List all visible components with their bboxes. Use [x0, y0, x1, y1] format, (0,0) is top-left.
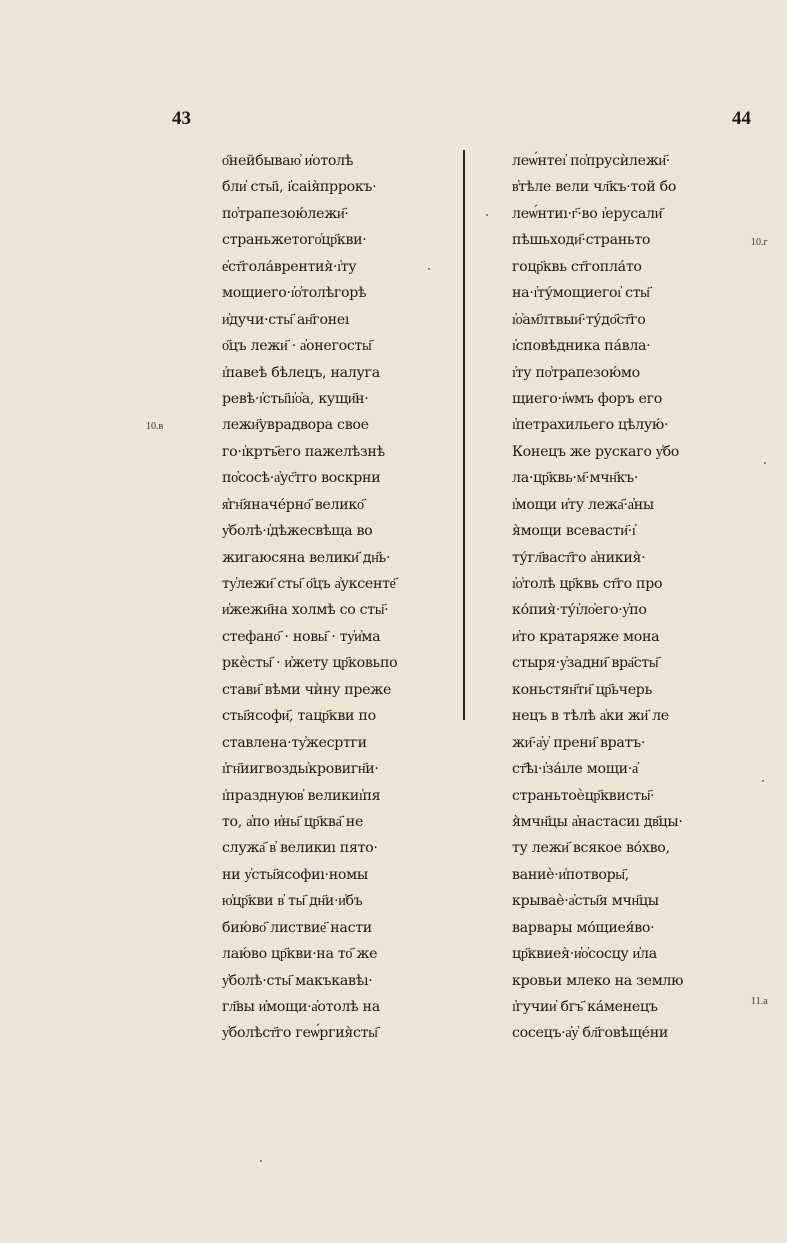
text-line: и҆жежи҃на холмѣ со сты҃·	[222, 602, 389, 619]
text-line: ı҆ту по҆трапезою́мо	[512, 364, 640, 381]
text-line: по҆сосѣ·а҆ус҃тго воскрни	[222, 470, 381, 487]
text-line: то, а҆по и҆ны҃ цр҃ква҃ не	[222, 813, 364, 830]
text-line: у҆болѣ·сты҃ макъкавѣı·	[222, 972, 373, 989]
text-line: у҆болѣст҃го геѡ́ргия̀сты҃	[222, 1025, 378, 1042]
text-line: я҆гн҃яначе́рно҃ велико҃	[222, 496, 364, 513]
text-line: стефано҃ · новы҃ · ту҆и҆ма	[222, 628, 381, 645]
text-line: по҆трапезою́лежи҃·	[222, 205, 349, 222]
text-line: ı҆о҆ам҃лтвыи҃·ту́до҃ст҃го	[512, 311, 646, 328]
right-text-column	[512, 148, 712, 1047]
text-line: ту҆лежи҃ сты҃ о҃цъ а҆уксенте҃	[222, 576, 396, 592]
text-line: и҆дучи·сты҃ ан҃гонеı	[222, 311, 350, 328]
paper-speck	[428, 268, 430, 270]
text-line: сты҃ясофи҃, тацр҃кви по	[222, 708, 376, 725]
margin-note-left: 10.в	[146, 421, 164, 432]
text-line: ı҆петрахильего цѣлую́·	[512, 417, 669, 434]
text-line: ı҆гучии҆ бгъ҃ ка́менецъ	[512, 999, 658, 1015]
text-line: ı҆мощи и҆ту лежа҃·а҆ны	[512, 496, 654, 513]
text-line: я̀мощи всевасти҃·ı҆	[512, 523, 636, 540]
text-line: Конецъ же рускаго у҆бо	[512, 443, 680, 460]
text-line: варвары мо́щиея́во·	[512, 919, 655, 936]
text-line: ту́гл҃васт҃го а҆никия̀·	[512, 549, 646, 566]
text-line: ı҆павеѣ бѣлецъ, налуга	[222, 364, 380, 381]
text-line: ла·цр҃квь·м҃·мчн҃къ·	[512, 470, 639, 487]
text-line: жигаюсяна велики҃ дн҃ь·	[222, 549, 391, 566]
text-line: гоцр҃квь ст҃гопла́то	[512, 258, 642, 275]
text-line: гл҃вы и҆мощи·а҆отолѣ на	[222, 999, 380, 1015]
text-line: о҃цъ лежи҃ · а҆онегосты҃	[222, 338, 372, 355]
text-line: жи҃·а҆у҆ прени҃ вратъ·	[512, 734, 646, 751]
text-line: страньжетого҆цр҃кви·	[222, 232, 367, 249]
text-line: коньстян҃ти҃ цр҃ьчерь	[512, 681, 653, 698]
text-line: ı҆гн҃иигвоздьı҆кровигн҃и·	[222, 761, 379, 778]
text-line: леѡ́нтеı҆ по҆прусѝлежи҃·	[512, 153, 670, 169]
text-line: кровьи млеко на землю	[512, 972, 684, 989]
paper-speck	[486, 214, 488, 216]
text-line: ст҃ѣı·ı҆за́ıле мощи·а҆	[512, 761, 638, 778]
text-line: щиего·ı҆ѡмъ форъ его	[512, 390, 662, 407]
text-line: ко́пия̀·ту́ı҆ло҆его·у҆по	[512, 602, 647, 619]
text-line: страньтоѐцр҃квисты҃·	[512, 787, 655, 804]
text-line: мощиего·ı҆о҆толѣгорѣ	[222, 285, 367, 302]
text-line: ни у҆сты҃ясофиı·номы	[222, 866, 368, 883]
text-line: ту лежи҃ всякое во́хво,	[512, 840, 670, 857]
text-line: нецъ в тѣлѣ а҆ки жи҃ ле	[512, 708, 669, 725]
text-line: ı҆о҆толѣ цр҃квь ст҃го про	[512, 576, 663, 592]
page-number-right: 44	[732, 108, 751, 129]
text-line: ваниѐ·и҆потворы҃,	[512, 866, 629, 883]
text-line: ркѐсты҃ · и҆жету цр҃ковьпо	[222, 655, 398, 672]
text-line: крываѐ·а҆сты҃я мчн҃цы	[512, 893, 659, 910]
text-line: лежи҃уврадвора свое	[222, 417, 369, 434]
text-line: леѡ́нтиı·г҃·во ı҆ерусали҃	[512, 205, 663, 222]
text-line: пѣшьходи҃·страньто	[512, 232, 651, 249]
text-line: е҆ст҃гола́врентия̀·ı҆ту	[222, 258, 357, 275]
text-line: стави҃ вѣми чѝну преже	[222, 681, 392, 698]
text-line: ю҆цр҃кви в҆ ты҃ дн҃и·и҆бъ	[222, 893, 363, 910]
text-line: ı҆празднуюв҆ великиı҆пя	[222, 787, 381, 804]
left-text-column	[222, 148, 452, 1047]
margin-note-right-1: 10.г	[751, 237, 768, 248]
paper-speck	[762, 780, 764, 782]
text-line: на·ı҆ту́мощиегоı҆ сты҃	[512, 285, 650, 302]
text-line: го·ı҆кртъ҃его пажелѣзнѣ	[222, 443, 385, 460]
margin-note-right-2: 11.а	[751, 996, 768, 1007]
text-line: стыря·у҆задни҃ вра҃сты҃	[512, 655, 659, 672]
text-line: сосецъ·а҆у҆ бл҃говѣще́ни	[512, 1025, 669, 1042]
text-line: и҆то кратаряже мона	[512, 628, 660, 645]
text-line: я̀мчн҃цы а҆настасиı дв҃цы·	[512, 813, 683, 830]
text-line: ревѣ·ı҆сты҃ıı҆о҆а, кущи҃н·	[222, 390, 369, 407]
column-divider	[463, 150, 465, 720]
text-line: ставлена·ту҆жесртги	[222, 734, 367, 751]
paper-speck	[764, 462, 766, 464]
text-line: служа҃ в҆ великиı пято·	[222, 840, 378, 857]
paper-speck	[260, 1160, 262, 1162]
text-line: лаю́во цр҃кви·на то҃ же	[222, 946, 378, 963]
text-line: бию́во҃ листвие҃ насти	[222, 919, 372, 936]
text-line: в҆тѣле вели чл҃къ·той бо	[512, 179, 677, 196]
text-line: у҆болѣ·ı҆дѣжесвѣща во	[222, 523, 373, 540]
text-line: ı҆сповѣдника па́вла·	[512, 338, 651, 355]
text-line: бли҆ сты҃ı, і҆саія̀пррокъ·	[222, 179, 377, 196]
text-line: цр҃квиея̀·и҆о҆сосцу и҆ла	[512, 946, 657, 963]
text-line: о҃нейбываю҆ и҆отолѣ	[222, 153, 354, 169]
page-number-left: 43	[172, 108, 191, 129]
